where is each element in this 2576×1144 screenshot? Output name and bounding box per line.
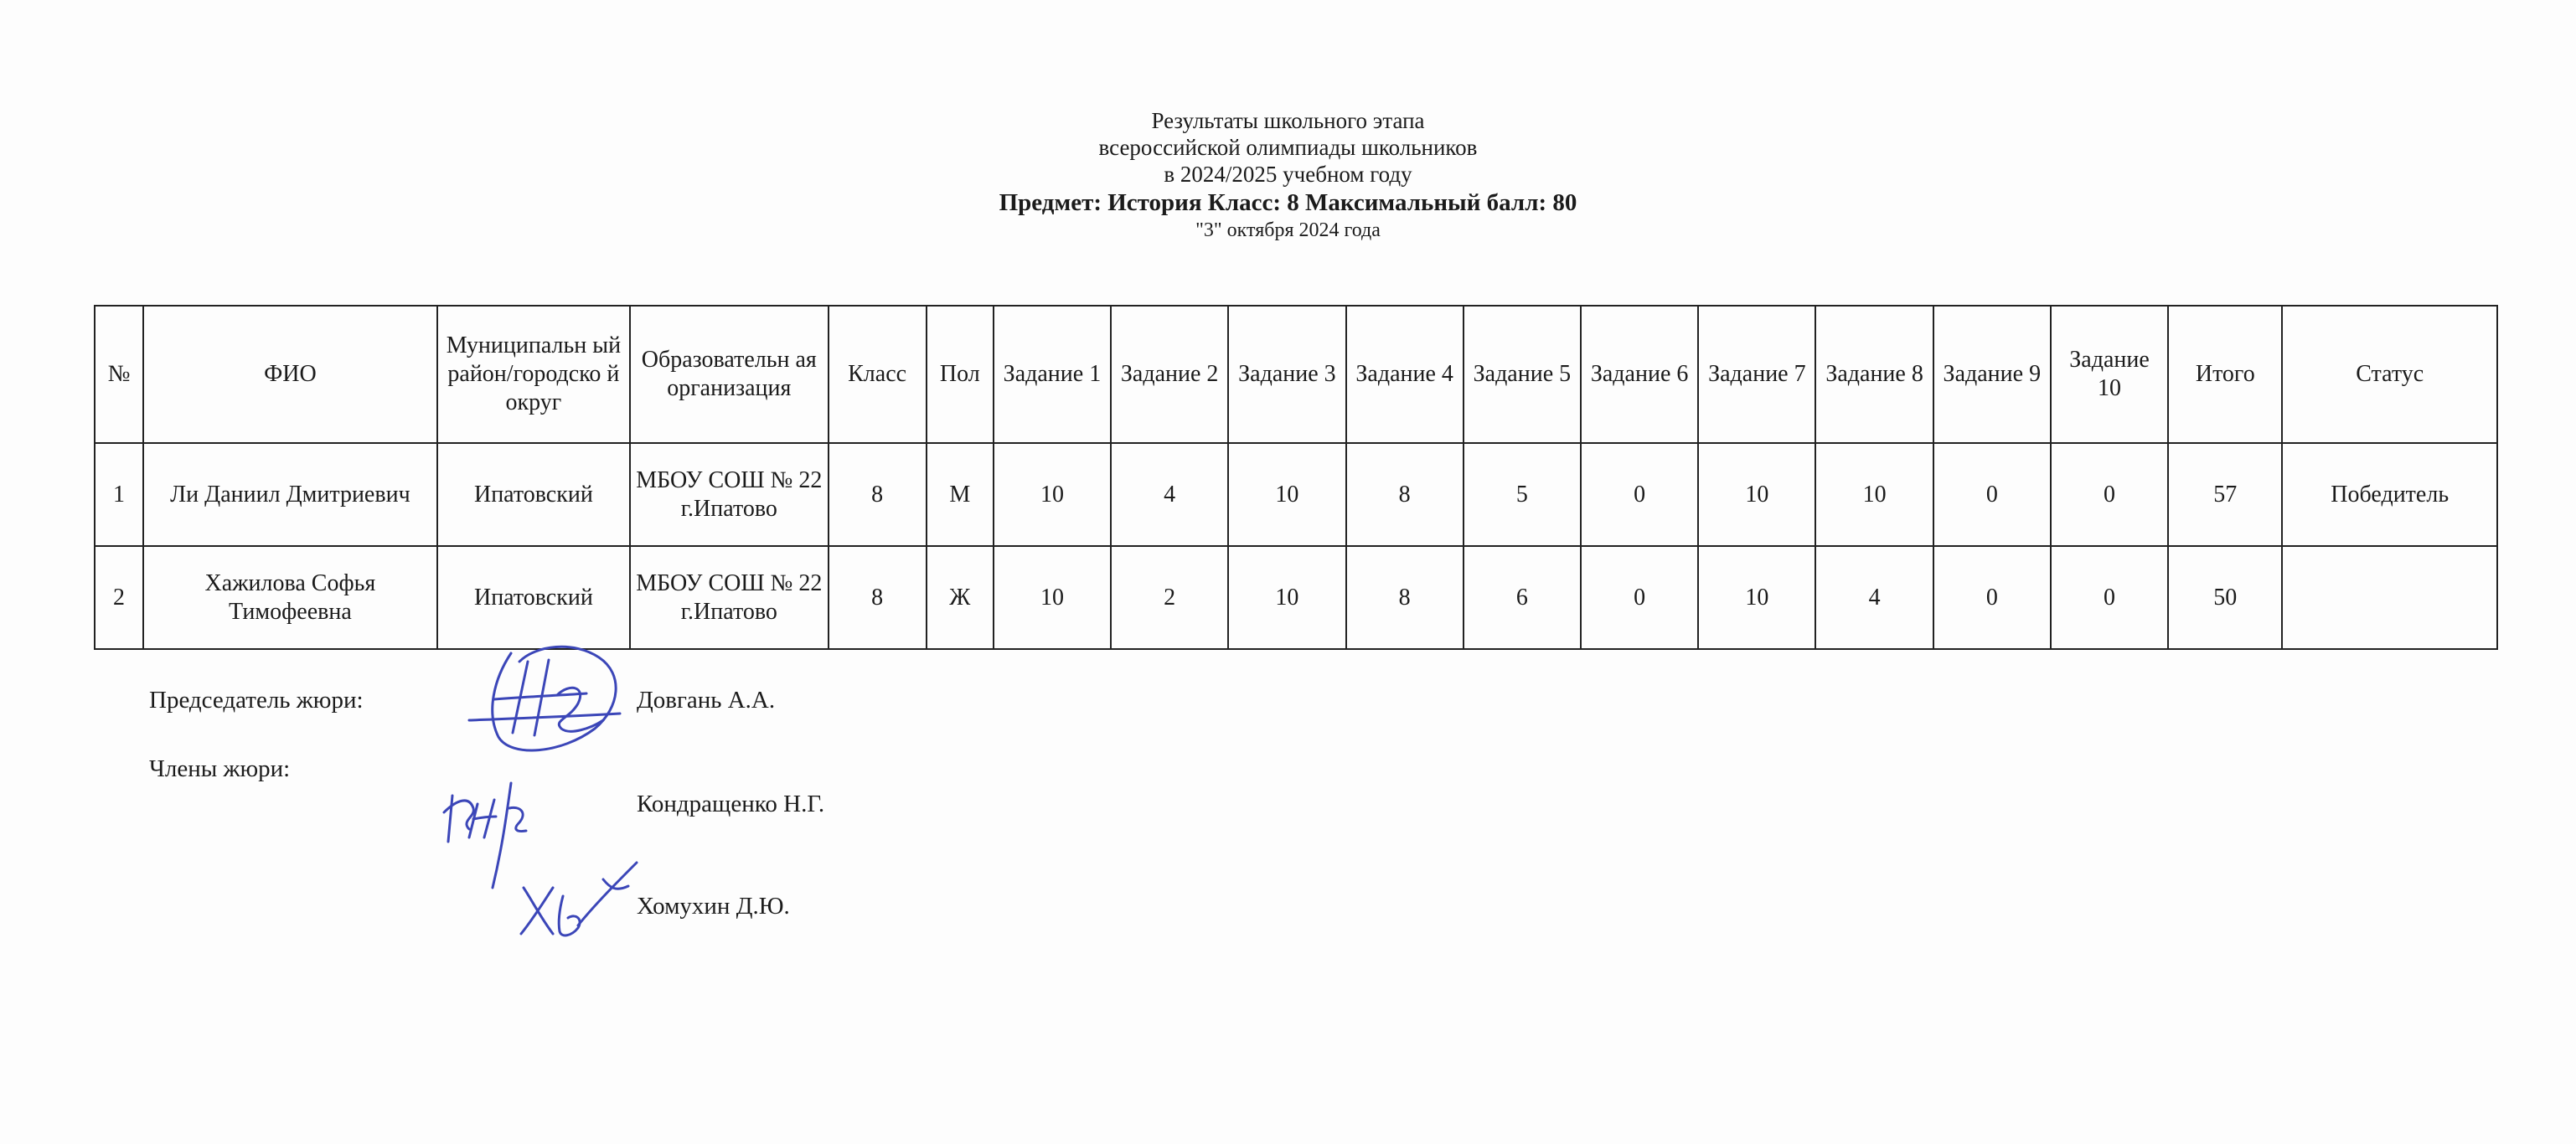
chair-name: Довгань А.А.: [637, 687, 776, 714]
table-row: [95, 443, 2497, 546]
header-cell-status: Статус: [2282, 306, 2497, 443]
header-cell-task-6: Задание 6: [1581, 306, 1698, 443]
cell-task-9: 0: [1933, 546, 2051, 649]
cell-fio: Хажилова Софья Тимофеевна: [143, 546, 437, 649]
cell-total: 57: [2168, 443, 2282, 546]
cell-task-10: 0: [2051, 546, 2168, 649]
header-cell-class: Класс: [829, 306, 927, 443]
header-cell-total: Итого: [2168, 306, 2282, 443]
cell-task-4: 8: [1346, 546, 1464, 649]
header-cell-gender: Пол: [927, 306, 994, 443]
cell-number: 2: [95, 546, 143, 649]
header-cell-task-7: Задание 7: [1698, 306, 1815, 443]
subject-line: Предмет: История Класс: 8 Максимальный балл: 80: [999, 189, 1577, 216]
cell-task-5: 5: [1464, 443, 1581, 546]
header-cell-task-3: Задание 3: [1228, 306, 1345, 443]
header-cell-task-5: Задание 5: [1464, 306, 1581, 443]
cell-task-2: 2: [1111, 546, 1228, 649]
header-cell-fio: ФИО: [143, 306, 437, 443]
cell-task-8: 4: [1815, 546, 1933, 649]
members-label: Члены жюри:: [149, 755, 291, 782]
table-row: [95, 546, 2497, 649]
cell-district: Ипатовский: [437, 546, 630, 649]
cell-class: 8: [829, 443, 927, 546]
cell-status: Победитель: [2282, 443, 2497, 546]
cell-organization: МБОУ СОШ № 22 г.Ипатово: [630, 443, 828, 546]
cell-gender: М: [927, 443, 994, 546]
cell-task-5: 6: [1464, 546, 1581, 649]
header-cell-task-1: Задание 1: [994, 306, 1111, 443]
cell-district: Ипатовский: [437, 443, 630, 546]
cell-number: 1: [95, 443, 143, 546]
chair-signature-image: [461, 636, 628, 762]
cell-task-1: 10: [994, 546, 1111, 649]
cell-task-3: 10: [1228, 546, 1345, 649]
cell-task-3: 10: [1228, 443, 1345, 546]
results-table: [94, 305, 2498, 650]
title-line-1: Результаты школьного этапа: [1151, 108, 1425, 133]
cell-fio: Ли Даниил Дмитриевич: [143, 443, 437, 546]
date-line: "3" октября 2024 года: [1195, 219, 1381, 241]
header-cell-number: №: [95, 306, 143, 443]
table-header-row: [95, 306, 2497, 443]
header-cell-organization: Образовательн ая организация: [630, 306, 828, 443]
header-cell-task-4: Задание 4: [1346, 306, 1464, 443]
cell-organization: МБОУ СОШ № 22 г.Ипатово: [630, 546, 828, 649]
title-line-3: в 2024/2025 учебном году: [1164, 162, 1412, 187]
header-cell-task-9: Задание 9: [1933, 306, 2051, 443]
document-header: [0, 107, 2576, 243]
cell-task-7: 10: [1698, 546, 1815, 649]
cell-task-8: 10: [1815, 443, 1933, 546]
cell-task-1: 10: [994, 443, 1111, 546]
cell-task-4: 8: [1346, 443, 1464, 546]
cell-task-10: 0: [2051, 443, 2168, 546]
member-1-signature-image: [436, 770, 553, 896]
cell-task-9: 0: [1933, 443, 2051, 546]
header-cell-task-10: Задание 10: [2051, 306, 2168, 443]
cell-task-7: 10: [1698, 443, 1815, 546]
cell-task-6: 0: [1581, 546, 1698, 649]
header-cell-task-8: Задание 8: [1815, 306, 1933, 443]
cell-gender: Ж: [927, 546, 994, 649]
member-2-name: Хомухин Д.Ю.: [637, 893, 790, 920]
cell-task-2: 4: [1111, 443, 1228, 546]
cell-status: [2282, 546, 2497, 649]
chair-label: Председатель жюри:: [149, 687, 364, 714]
member-2-signature-image: [511, 854, 645, 946]
cell-class: 8: [829, 546, 927, 649]
member-1-name: Кондращенко Н.Г.: [637, 791, 825, 817]
cell-total: 50: [2168, 546, 2282, 649]
header-cell-district: Муниципальн ый район/городско й округ: [437, 306, 630, 443]
title-line-2: всероссийской олимпиады школьников: [1098, 135, 1478, 160]
cell-task-6: 0: [1581, 443, 1698, 546]
header-cell-task-2: Задание 2: [1111, 306, 1228, 443]
